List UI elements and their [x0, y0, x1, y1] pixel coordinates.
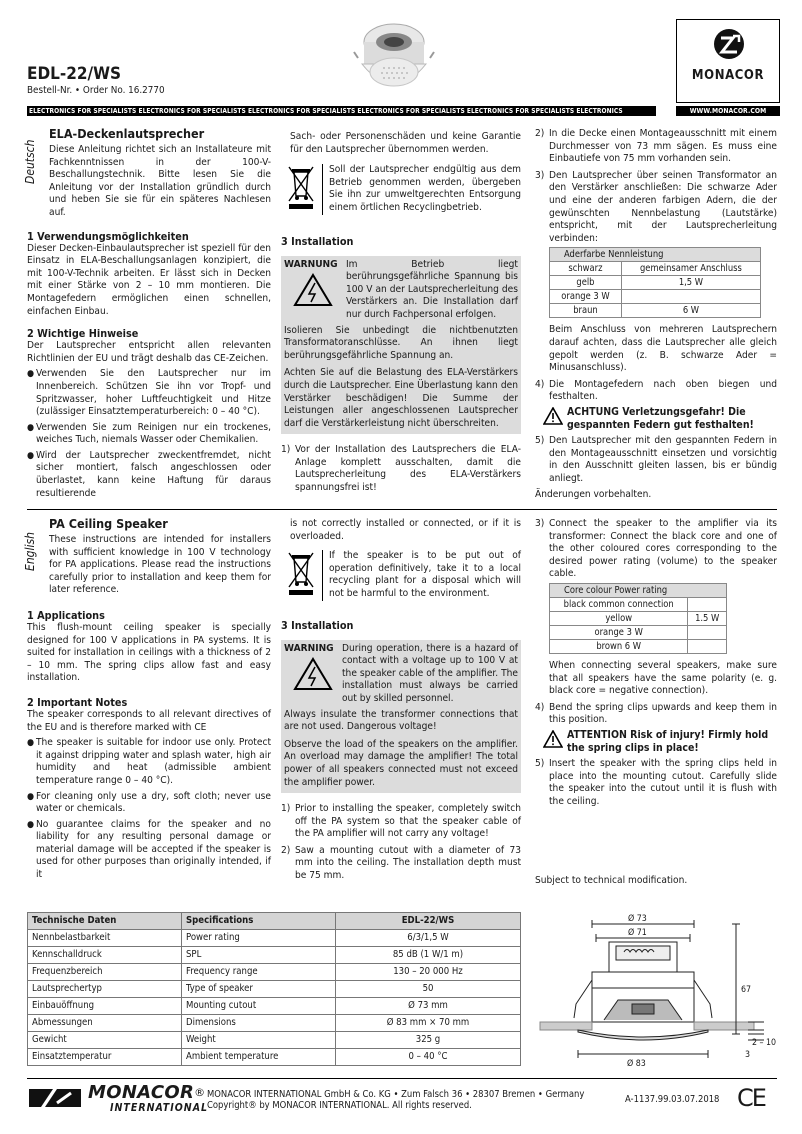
lang-label-en: English — [23, 532, 37, 571]
warning-triangle-icon — [543, 730, 563, 748]
dim-2-10-label: 2 – 10 — [752, 1038, 777, 1048]
dim-3-label: 3 — [745, 1050, 751, 1060]
de-continuation: Sach- oder Personenschäden und keine Garantie für den Lautsprecher übernommen werden. — [290, 131, 521, 155]
de-column-2 — [281, 131, 521, 495]
high-voltage-icon — [293, 657, 333, 691]
en-intro: These instructions are intended for installers with sufficient knowledge in 100 V technology for PA applications. Please read the instructions carefully prior to installation and keep them for later reference. — [49, 534, 271, 596]
table-header: Specifications — [182, 913, 336, 930]
table-header: Technische Daten — [28, 913, 182, 930]
table-row: Einsatztemperatur Ambient temperature 0 – 40 °C — [28, 1049, 521, 1066]
product-photo — [352, 12, 436, 98]
table-row: Lautsprechertyp Type of speaker 50 — [28, 981, 521, 998]
footer-address: MONACOR INTERNATIONAL GmbH & Co. KG • Zum Falsch 36 • 28307 Bremen • Germany — [207, 1089, 585, 1100]
list-item: 2) Saw a mounting cutout with a diameter of 73 mm into the ceiling. The installation depth must be 75 mm. — [281, 844, 521, 882]
en-section-2-title: 2 Important Notes — [27, 695, 128, 709]
footer-brand-sub: INTERNATIONAL — [110, 1102, 209, 1114]
table-row: braun 6 W — [550, 304, 761, 318]
table-header: Nennleistung — [608, 249, 664, 261]
en-attention-text: ATTENTION Risk of injury! Firmly hold the spring clips in place! — [567, 728, 769, 754]
en-disposal-text: If the speaker is to be put out of operation definitively, take it to a local recycling plant for a disposal which will not be harmful to the environment. — [322, 550, 521, 600]
en-polarity-note: When connecting several speakers, make sure that all speakers have the same polarity (e. g. black core = negative connection). — [549, 659, 777, 697]
en-column-3 — [535, 518, 777, 809]
document-number: A-1137.99.03.07.2018 — [625, 1094, 720, 1105]
en-core-table — [549, 583, 727, 654]
de-modification-note: Änderungen vorbehalten. — [535, 489, 652, 501]
monacor-logo-box — [676, 19, 780, 103]
en-warning-box — [281, 640, 521, 794]
list-item: 4) Die Montagefedern nach oben biegen und festhalten. — [535, 378, 777, 403]
de-intro: Diese Anleitung richtet sich an Installateure mit Fachkenntnissen in der 100-V-Beschallungstechnik. Bitte lesen Sie die Anleitung vor der Installation gründlich durch und heben Sie sie für ein späteres Nachlesen auf. — [49, 144, 271, 218]
de-disposal-text: Soll der Lautsprecher endgültig aus dem Betrieb genommen werden, übergeben Sie ihn zur umweltgerechten Entsorgung einem örtlichen Recyclingbetrieb. — [322, 164, 521, 214]
de-attention-text: ACHTUNG Verletzungsgefahr! Die gespannten Federn gut festhalten! — [567, 405, 754, 431]
de-column-3 — [535, 128, 777, 502]
de-core-table — [549, 247, 761, 318]
model-title: EDL-22/WS — [27, 64, 122, 84]
table-row: orange 3 W — [550, 290, 761, 304]
en-continuation: is not correctly installed or connected, or if it is overloaded. — [290, 518, 521, 542]
en-column-2 — [281, 518, 521, 883]
dim-83-label: Ø 83 — [627, 1059, 646, 1069]
de-section-2-text: Der Lautsprecher entspricht allen relevanten Richtlinien der EU und trägt deshalb das CE-Zeichen. — [27, 340, 271, 364]
specifications-table — [27, 912, 521, 1066]
list-item: 1) Prior to installing the speaker, completely switch off the PA system so that the speaker cable of the PA amplifier will not carry any voltage! — [281, 803, 521, 840]
en-attention-note — [535, 729, 777, 754]
list-item: ● No guarantee claims for the speaker and no liability for any resulting personal damage or material damage will be accepted if the speaker is used for other purposes than originally intended, if it — [27, 818, 271, 881]
table-row: Gewicht Weight 325 g — [28, 1032, 521, 1049]
en-title: PA Ceiling Speaker — [49, 516, 168, 531]
ce-mark: CE — [737, 1084, 765, 1112]
table-header: Power rating — [614, 584, 668, 596]
table-header: Core colour — [564, 584, 612, 596]
table-row: yellow 1.5 W — [550, 611, 727, 625]
table-row: Kennschalldruck SPL 85 dB (1 W/1 m) — [28, 947, 521, 964]
de-column-1 — [27, 126, 271, 500]
en-section-1-text: This flush-mount ceiling speaker is specially designed for 100 V applications in PA systems. It is suited for installation in ceilings with a thickness of 2 – 10 mm. The spring clips allow fast and easy installation. — [27, 621, 271, 684]
table-row: orange 3 W — [550, 625, 727, 639]
section-divider — [27, 509, 777, 510]
de-warning-box — [281, 256, 521, 435]
en-warning-text: During operation, there is a hazard of contact with a voltage up to 100 V at the speaker cable of the amplifier. The installation must always be carried out by skilled personnel. — [342, 642, 518, 704]
dim-67-label: 67 — [741, 985, 752, 995]
footer-copyright: Copyright® by MONACOR INTERNATIONAL. All rights reserved. — [207, 1100, 472, 1111]
bullet-icon: ● — [27, 791, 35, 802]
de-disposal-note — [281, 164, 521, 214]
monacor-international-logo-icon — [27, 1087, 83, 1109]
list-item: ● Verwenden Sie zum Reinigen nur ein trockenes, weiches Tuch, niemals Wasser oder Chemikalien. — [27, 421, 271, 446]
crossed-bin-icon — [286, 550, 316, 596]
monacor-logo-text: MONACOR — [691, 68, 765, 83]
de-attention-note — [535, 406, 777, 431]
de-warning-p1: Isolieren Sie unbedingt die nichtbenutzten Transformatoranschlüsse. An ihnen liegt berührungsgefährliche Spannung an. — [284, 324, 518, 361]
specialists-strip: ELECTRONICS FOR SPECIALISTS ELECTRONICS FOR SPECIALISTS ELECTRONICS FOR SPECIALISTS ELECTRONICS FOR SPECIALISTS ELECTRONICS FOR SPECIALISTS ELECTRONICS — [27, 106, 656, 116]
footer-brand: MONACOR® — [88, 1082, 206, 1103]
en-column-1 — [27, 516, 271, 882]
de-warning-p2: Achten Sie auf die Belastung des ELA-Verstärkers durch die Lautsprecher. Eine Überlastung kann den Verstärker beschädigen! Die Summe der Leistungen aller angeschlossenen Lautsprecher darf die Verstärkerleistung nicht überschreiten. — [284, 367, 518, 429]
high-voltage-icon — [293, 273, 333, 307]
table-row: brown 6 W — [550, 639, 727, 653]
list-item: 3) Den Lautsprecher über seinen Transformator an den Verstärker anschließen: Die schwarze Ader und eine der anderen farbigen Adern, die der gewünschten Nennbelastung (Lautstärke) entspricht, mit der Lautsprecherleitung verbinden: — [535, 169, 777, 244]
list-item: 3) Connect the speaker to the amplifier via its transformer: Connect the black core and one of the other coloured cores corresponding to the desired power rating (volume) to the speaker cable. — [535, 518, 777, 580]
list-item: 1) Vor der Installation des Lautsprechers die ELA-Anlage komplett ausschalten, damit die Lautsprecherleitung des ELA-Verstärkers spannungsfrei ist! — [281, 444, 521, 494]
list-item: ● Wird der Lautsprecher zweckentfremdet, nicht sicher montiert, falsch angeschlossen oder überlastet, kann keine Haftung für daraus resultierende — [27, 449, 271, 499]
website-url[interactable]: WWW.MONACOR.COM — [676, 106, 780, 116]
en-section-1-title: 1 Applications — [27, 608, 105, 622]
list-item: ● The speaker is suitable for indoor use only. Protect it against dripping water and splash water, high air humidity and heat (admissible ambient temperature range 0 – 40 °C). — [27, 737, 271, 786]
list-item: 5) Insert the speaker with the spring clips held in place into the mounting cutout. Carefully slide the speaker into the cutout until it is flush with the ceiling. — [535, 758, 777, 807]
bullet-icon: ● — [27, 738, 35, 749]
monacor-logo-icon — [713, 28, 745, 60]
bullet-icon: ● — [27, 819, 35, 830]
en-modification-note: Subject to technical modification. — [535, 875, 688, 886]
list-item: 5) Den Lautsprecher mit den gespannten Federn in den Montageausschnitt einsetzen und vorsichtig in den Ausschnitt gleiten lassen, bis er bündig anliegt. — [535, 435, 777, 484]
en-warning-label: WARNING — [284, 642, 334, 654]
table-row: black common connection — [550, 597, 727, 611]
footer-rule — [27, 1078, 777, 1079]
list-item: ● Verwenden Sie den Lautsprecher nur im Innenbereich. Schützen Sie ihn vor Tropf- und Spritzwasser, hoher Luftfeuchtigkeit und Hitze (zulässiger Einsatztemperaturbereich: 0 – 40 °C). — [27, 368, 271, 418]
table-row: Nennbelastbarkeit Power rating 6/3/1,5 W — [28, 930, 521, 947]
table-row: gelb 1,5 W — [550, 276, 761, 290]
dim-71-label: Ø 71 — [628, 928, 647, 938]
de-section-1-title: 1 Verwendungsmöglichkeiten — [27, 229, 189, 243]
header — [0, 0, 802, 118]
list-item: ● For cleaning only use a dry, soft cloth; never use water or chemicals. — [27, 790, 271, 815]
de-section-2-title: 2 Wichtige Hinweise — [27, 327, 139, 341]
table-header: Aderfarbe — [564, 249, 606, 261]
en-section-2-text: The speaker corresponds to all relevant directives of the EU and is therefore marked with CE — [27, 708, 271, 733]
de-polarity-note: Beim Anschluss von mehreren Lautsprechern darauf achten, dass die Lautsprecher alle gleich gepolt werden (z. B. schwarze Ader = Minusanschluss). — [549, 324, 777, 374]
en-disposal-note — [281, 550, 521, 600]
lang-label-de: Deutsch — [23, 139, 37, 184]
de-section-3-title: 3 Installation — [281, 234, 354, 248]
table-row: schwarz gemeinsamer Anschluss — [550, 262, 761, 276]
crossed-bin-icon — [286, 164, 316, 210]
en-warning-p1: Always insulate the transformer connections that are not used. Dangerous voltage! — [284, 708, 518, 733]
de-title: ELA-Deckenlautsprecher — [49, 126, 205, 141]
order-number: Bestell-Nr. • Order No. 16.2770 — [27, 85, 165, 96]
en-section-3-title: 3 Installation — [281, 618, 354, 632]
bullet-icon: ● — [27, 422, 35, 433]
table-header: EDL-22/WS — [336, 913, 521, 930]
bullet-icon: ● — [27, 369, 35, 380]
list-item: 4) Bend the spring clips upwards and keep them in this position. — [535, 701, 777, 726]
table-row: Einbauöffnung Mounting cutout Ø 73 mm — [28, 998, 521, 1015]
table-row: Abmessungen Dimensions Ø 83 mm × 70 mm — [28, 1015, 521, 1032]
table-row: Frequenzbereich Frequency range 130 – 20 000 Hz — [28, 964, 521, 981]
de-warning-label: WARNUNG — [284, 258, 338, 270]
de-section-1-text: Dieser Decken-Einbaulautsprecher ist speziell für den Einsatz in ELA-Beschallungsanlagen konzipiert, die mit 100-V-Technik arbeiten. Er lässt sich in Decken mit einer Stärke von 2 – 10 mm montieren. Die Montagefedern ermöglichen einen schnellen, einfachen Einbau. — [27, 242, 271, 317]
de-warning-text: Im Betrieb liegt berührungsgefährliche Spannung bis 100 V an der Lautsprecherleitung des Verstärkers an. Die Installation darf nur durch Fachpersonal erfolgen. — [346, 258, 518, 320]
list-item: 2) In die Decke einen Montageausschnitt mit einem Durchmesser von 73 mm sägen. Es muss eine Einbautiefe von 75 mm vorhanden sein. — [535, 128, 777, 165]
dim-73-label: Ø 73 — [628, 914, 647, 924]
warning-triangle-icon — [543, 407, 563, 425]
en-warning-p2: Observe the load of the speakers on the amplifier. An overload may damage the amplifier! The total power of all speakers connected must not exceed the amplifier power. — [284, 738, 518, 788]
bullet-icon: ● — [27, 450, 35, 461]
